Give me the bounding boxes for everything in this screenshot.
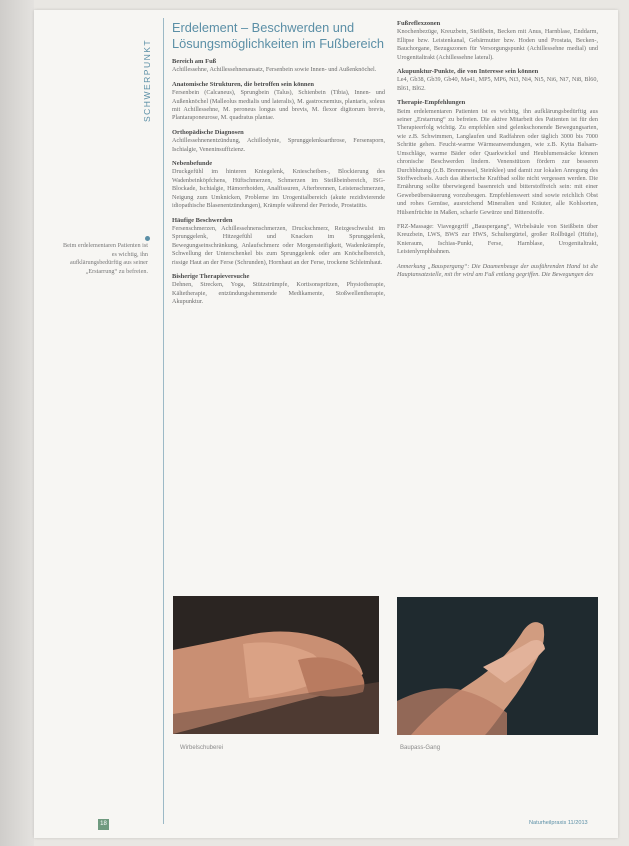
section: [172, 217, 385, 267]
section-heading: Häufige Beschwerden: [172, 216, 233, 224]
section-text: Achillessehne, Achillessehnenansatz, Fersenbein sowie Innen- und Außenknöchel.: [172, 66, 377, 74]
section-text: Achillessehnenentzündung, Achillodynie, Sprunggelenksarthrose, Fersensporn, Ischialgie, Veneninsuffizienz.: [172, 137, 385, 153]
photo-illustration: [397, 597, 598, 735]
section: [397, 68, 598, 93]
section: [172, 160, 385, 210]
sidenote: Beim erdelementaren Patienten ist es wichtig, ihn aufklärungsbedürftig aus seiner „Erstarrung“ zu befreien.: [62, 242, 148, 275]
photo-illustration: [173, 596, 379, 734]
photo-caption-left: Wirbelschuberei: [180, 745, 224, 751]
column-right: [397, 20, 598, 285]
section: [172, 273, 385, 307]
section-text: Beim erdelementaren Patienten ist es wichtig, ihn aufklärungsbedürftig aus seiner „Erstarrung“ zu befreien. Die aktive Mitarbeit des Patienten ist für den Therapieerfolg wichtig. Zu empfehlen sind gelenkschonende Bewegungsarten, wie z.B. Schwimmen, Langlaufen und Radfahren oder täglich 3000 bis 7000 Schritte gehen. Feucht-warme Wärmeanwendungen, wie z.B. Kytta Balsam-Umschläge, warme Bäder oder Quarkwickel und Heublumensäcke können chronische Beschwerden lindern. Venenstützen fördern zur besseren Durchblutung (z.B. Brennnessel, Steinklee) und damit zur lokalen Anregung des Stoffwechsels. Auch das ätherische Kraftbad sollte nicht vergessen werden. Die Ernährung sollte überwiegend basenreich und bitterstoffreich sein: mit einer Gewebeübersäuerung vorzubeugen. Empfehlenswert sind sowie reichlich Obst und rohes Gemüse, ausreichend Mineralien und Kräuter, alle Kohlsorten, Hülsenfrüchte in Maßen, scharfe Gewürze und Bitterstoffe.: [397, 107, 598, 216]
section-heading: Akupunktur-Punkte, die von Interesse sein können: [397, 68, 539, 76]
sidenote-bullet: [145, 236, 150, 241]
section: [172, 129, 385, 154]
section: [397, 99, 598, 217]
section-text: Druckgefühl im hinteren Kniegelenk, Kniescheiben-, Blockierung des Wadenbeinköpfchens, Hüftschmerzen, Schmerzen im Steißbeinbereich, ISG-Blockade, Ischialgie, Hämorrhoiden, Analfissuren, Afterbrennen, Leistenschmerzen, Neigung zum Umknicken, Probleme im Urogenitalbereich (akute rezidivierende idiopathische Blasenentzündungen), Krämpfe während der Periode, Prostatitis.: [172, 168, 385, 210]
section-text: Fersenbein (Calcaneus), Sprungbein (Talus), Schienbein (Tibia), Innen- und Außenknöchel (Malleolus medialis und lateralis), M. gastrocnemius, plantaris, soleus mit Achillessehne, M. peroneus longus und brevis, M. flexor digitorum brevis, Plantaraponeurose, M. quadratus plantae.: [172, 89, 385, 122]
column-left: [172, 20, 385, 313]
section-heading: Bereich am Fuß: [172, 58, 217, 65]
photo-foot-massage-right: [397, 597, 598, 735]
section-heading: Fußreflexzonen: [397, 20, 441, 27]
magazine-footer: Naturheilpraxis 11/2013: [529, 820, 588, 826]
section-label: SCHWERPUNKT: [142, 38, 152, 122]
section-text: Le4, Gb38, Gb39, Gb40, Ma41, MP5, MP6, Ni3, Ni4, Ni5, Ni6, Ni7, Ni8, Bl60, Bl61, Bl62.: [397, 76, 598, 92]
section: [172, 58, 385, 75]
section-heading: Anatomische Strukturen, die betroffen sein können: [172, 80, 315, 88]
article-title: Erdelement – Beschwerden und Lösungsmöglichkeiten im Fußbereich: [172, 20, 384, 51]
section-note: Anmerkung „Bauspergang“: Die Daumenbeuge der ausführenden Hand ist die Hauptansatzstelle, mit ihr wird am Fuß entlang gegriffen. Die Bewegungen des: [397, 262, 598, 278]
section-heading: Nebenbefunde: [172, 160, 213, 168]
section-heading: Therapie-Empfehlungen: [397, 99, 466, 107]
section-text: Dehnen, Strecken, Yoga, Stützstrümpfe, Kortisonspritzen, Physiotherapie, Kältetherapie, entzündungshemmende Medikamente, Stoßwellentherapie, Akupunktur.: [172, 281, 385, 306]
section-text: FRZ-Massage: Viavegegriff „Bauspergang“, Wirbelsäule von Steißbein über Kreuzbein, LWS, BWS zur HWS, Schultergürtel, großer Rollbügel (Hüfte), Knieraum, Ischias-Punkt, Ferse, Harnblase, Urogenitaltrakt, Leistenlymphbahnen.: [397, 222, 598, 256]
section-text: Knochenbezüge, Kreuzbein, Steißbein, Becken mit Anus, Harnblase, Enddarm, Ellipse bzw. Leistenkanal, Gebärmutter bzw. Hoden und Prostata, Becken-, Bauchorgane, Bezugszonen für Versorgungspunkt (Achillessehne medial) und Urogenitaltrakt (Achillessehne lateral).: [397, 28, 598, 61]
column-divider: [163, 18, 164, 824]
section-heading: Bisherige Therapieversuche: [172, 272, 250, 280]
page-number: 18: [98, 819, 109, 830]
section-text: Fersenschmerzen, Achillessehnenschmerzen, Druckschmerz, Reizgeschwulst im Sprunggelenk, Hitzegefühl und Knacken im Sprunggelenk, Bewegungseinschränkung, Anlaufschmerz oder Morgensteifigkeit, Wadenkrämpfe, Schwellung der Unterschenkel bis zum Sprunggelenk oder am Knöchelbereich, rissige Haut an der Ferse (Schrunden), Hornhaut an der Ferse, trockene Schleimhaut.: [172, 224, 385, 266]
section: [397, 20, 598, 62]
section: [172, 81, 385, 123]
page-spine-shadow: [0, 0, 34, 846]
photo-foot-massage-left: [173, 596, 379, 734]
section-heading: Orthopädische Diagnosen: [172, 128, 244, 136]
photo-caption-right: Baupass-Gang: [400, 745, 441, 751]
section: [397, 223, 598, 257]
section: [397, 263, 598, 280]
